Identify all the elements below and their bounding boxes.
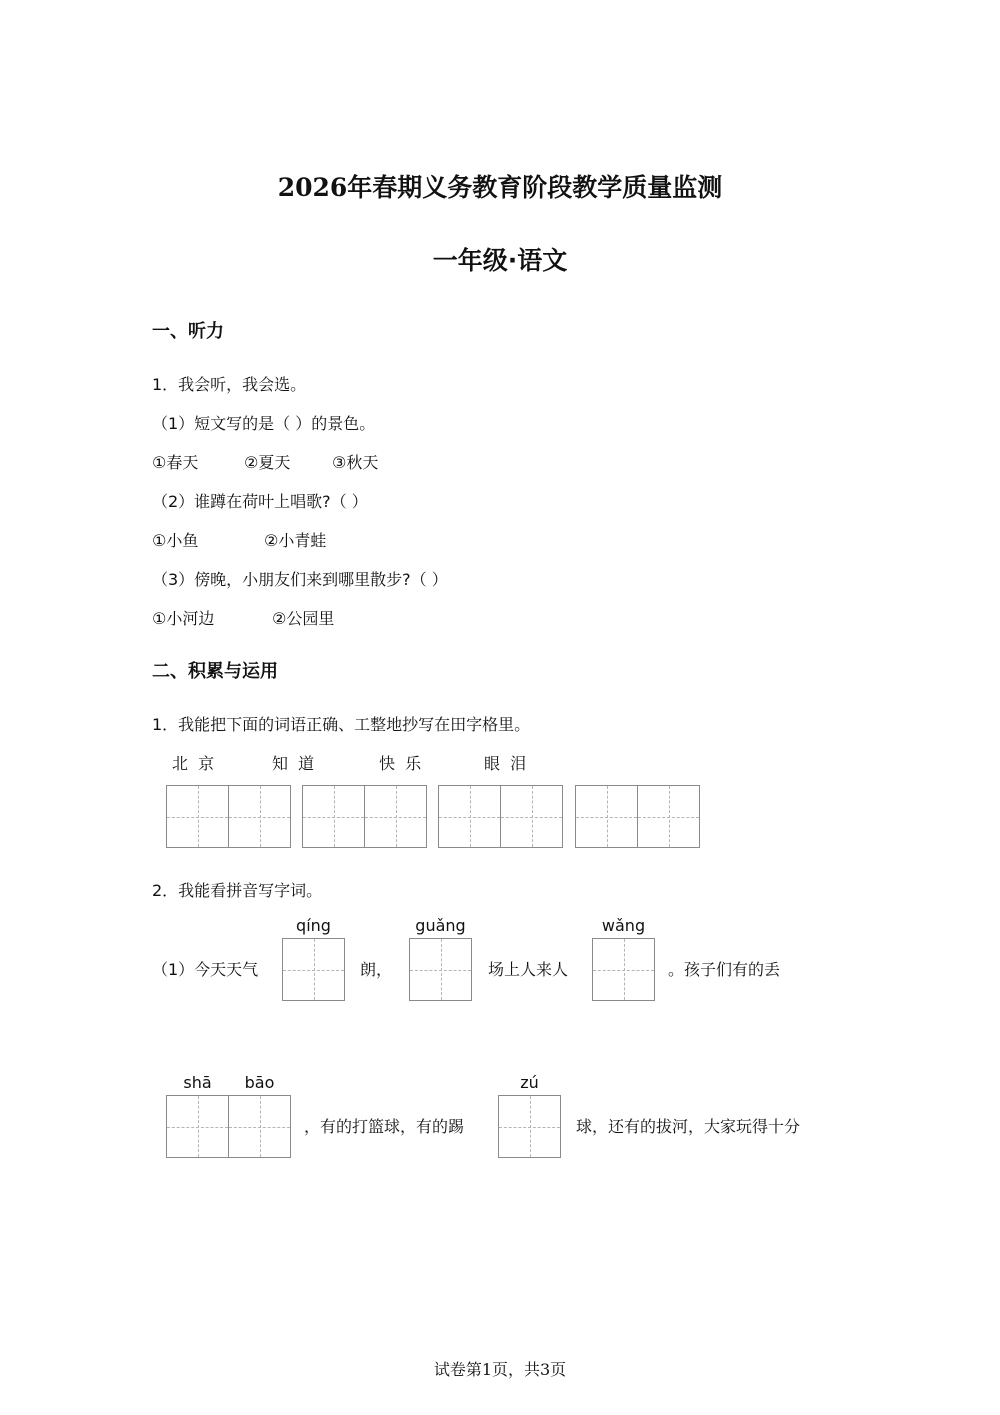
tianzige-box[interactable] (228, 785, 291, 848)
tianzige-box[interactable] (364, 785, 427, 848)
tianzige-box[interactable] (575, 785, 638, 848)
pinyin-label: shā (183, 1073, 212, 1092)
section-heading-accumulation: 二、积累与运用 (152, 661, 278, 682)
page-footer: 试卷第1页，共3页 (433, 1360, 567, 1379)
sub-question-3: （3）傍晚，小朋友们来到哪里散步?（ ） (152, 570, 448, 589)
sentence-text: （1）今天天气 (152, 960, 259, 979)
section-heading-listening: 一、听力 (152, 321, 224, 342)
sentence-text: 球，还有的拔河，大家玩得十分 (576, 1117, 801, 1136)
tianzige-box[interactable] (166, 785, 229, 848)
question-prompt: 1．我能把下面的词语正确、工整地抄写在田字格里。 (152, 715, 531, 734)
copy-word: 北 京 (172, 754, 215, 773)
question-prompt: 1．我会听，我会选。 (152, 375, 307, 394)
sentence-text: 朗， (360, 960, 393, 979)
sentence-text: 场上人来人 (488, 960, 569, 979)
pinyin-label: guǎng (415, 916, 466, 935)
tianzige-box[interactable] (438, 785, 501, 848)
option: ②夏天 (244, 453, 291, 472)
tianzige-box[interactable] (302, 785, 365, 848)
tianzige-box[interactable] (592, 938, 655, 1001)
tianzige-box[interactable] (500, 785, 563, 848)
option: ③秋天 (332, 453, 379, 472)
copy-word: 知 道 (272, 754, 315, 773)
pinyin-label: zú (520, 1073, 539, 1092)
tianzige-box[interactable] (498, 1095, 561, 1158)
option: ②公园里 (272, 609, 335, 628)
sentence-text: 。孩子们有的丢 (668, 960, 781, 979)
option: ①春天 (152, 453, 199, 472)
tianzige-box[interactable] (409, 938, 472, 1001)
option: ①小鱼 (152, 531, 199, 550)
tianzige-box[interactable] (228, 1095, 291, 1158)
sub-question-1: （1）短文写的是（ ）的景色。 (152, 414, 376, 433)
copy-word: 眼 泪 (484, 754, 527, 773)
pinyin-label: wǎng (601, 916, 646, 935)
sub-question-2: （2）谁蹲在荷叶上唱歌?（ ） (152, 492, 368, 511)
tianzige-box[interactable] (637, 785, 700, 848)
pinyin-label: bāo (244, 1073, 275, 1092)
question-prompt: 2．我能看拼音写字词。 (152, 881, 323, 900)
tianzige-box[interactable] (282, 938, 345, 1001)
option: ②小青蛙 (264, 531, 327, 550)
exam-subtitle: 一年级·语文 (432, 246, 568, 275)
option: ①小河边 (152, 609, 215, 628)
tianzige-box[interactable] (166, 1095, 229, 1158)
copy-word: 快 乐 (379, 754, 422, 773)
pinyin-label: qíng (296, 916, 331, 935)
exam-title: 2026年春期义务教育阶段教学质量监测 (277, 173, 723, 202)
sentence-text: ，有的打篮球，有的踢 (304, 1117, 465, 1136)
